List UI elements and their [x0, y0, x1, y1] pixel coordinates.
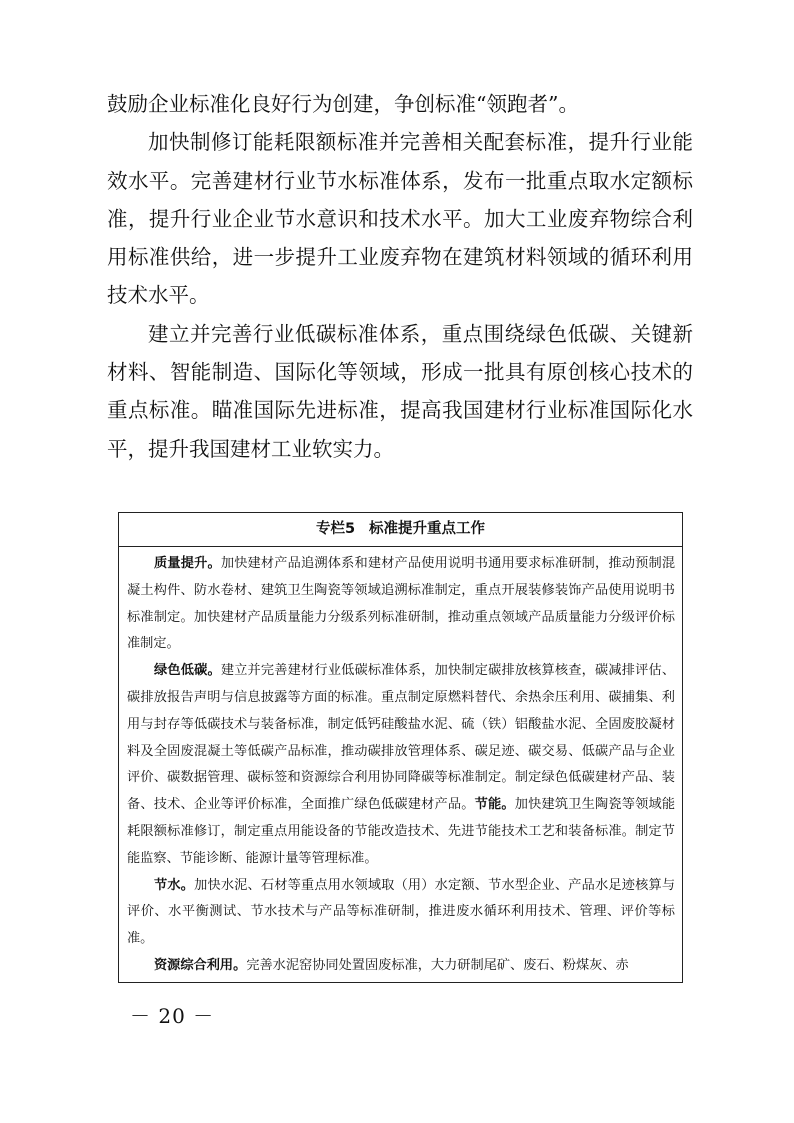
item-green-label: 绿色低碳。	[154, 663, 221, 679]
paragraph-low-carbon: 建立并完善行业低碳标准体系，重点围绕绿色低碳、关键新材料、智能制造、国际化等领域，形成一批具有原创核心技术的重点标准。瞄准国际先进标准，提高我国建材行业标准国际化水平，提升我国建材工业软实力。	[107, 321, 693, 461]
paragraph-energy-water: 加快制修订能耗限额标准并完善相关配套标准，提升行业能效水平。完善建材行业节水标准体系，发布一批重点取水定额标准，提升行业企业节水意识和技术水平。加大工业废弃物综合利用标准供给，进一步提升工业废弃物在建筑材料领域的循环利用技术水平。	[107, 130, 693, 308]
item-water-text: 加快水泥、石材等重点用水领域取（用）水定额、节水型企业、产品水足迹核算与评价、水平衡测试、节水技术与产品等标准研制，推进废水循环利用技术、管理、评价等标准。	[127, 877, 675, 947]
item-water	[127, 873, 675, 953]
page-number: － 20 －	[130, 1004, 215, 1028]
item-energy-text: 加快建筑卫生陶瓷等领域能耗限额标准修订，制定重点用能设备的节能改造技术、先进节能技术工艺和装备标准。制定节能监察、节能诊断、能源计量等管理标准。	[127, 797, 676, 866]
column-box-title	[119, 513, 682, 547]
item-quality-label: 质量提升。	[154, 556, 221, 571]
body-text	[107, 85, 693, 468]
column-box	[118, 512, 683, 983]
item-green	[127, 658, 675, 872]
item-green-text: 建立并完善建材行业低碳标准体系，加快制定碳排放核算核查，碳减排评估、碳排放报告声明与信息披露等方面的标准。重点制定原燃料替代、余热余压利用、碳捕集、利用与封存等低碳技术与装备标准，制定低钙硅酸盐水泥、硫（铁）铝酸盐水泥、全固废胶凝材料及全固废混凝土等低碳产品标准，推动碳排放管理体系、碳足迹、碳交易、低碳产品与企业评价、碳数据管理、碳标签和资源综合利用协同降碳等标准制定。制定绿色低碳建材产品、装备、技术、企业等评价标准，全面推广绿色低碳建材产品。	[127, 663, 676, 813]
item-quality	[127, 551, 675, 658]
item-resource-label: 资源综合利用。	[154, 957, 247, 973]
item-resource	[127, 953, 675, 980]
column-title: 标准提升重点工作	[369, 521, 486, 537]
paragraph-continuation: 鼓励企业标准化良好行为创建，争创标准“领跑者”。	[107, 92, 579, 116]
item-resource-text: 完善水泥窑协同处置固废标准，大力研制尾矿、废石、粉煤灰、赤	[246, 957, 629, 973]
item-quality-text: 加快建材产品追溯体系和建材产品使用说明书通用要求标准研制，推动预制混凝土构件、防水卷材、建筑卫生陶瓷等领域追溯标准制定，重点开展装修装饰产品使用说明书标准制定。加快建材产品质量能力分级系列标准研制，推动重点领域产品质量能力分级评价标准制定。	[127, 556, 676, 652]
item-energy-label: 节能。	[474, 797, 515, 813]
item-water-label: 节水。	[154, 877, 195, 893]
column-number: 专栏5	[315, 521, 356, 537]
column-box-body	[119, 547, 682, 980]
